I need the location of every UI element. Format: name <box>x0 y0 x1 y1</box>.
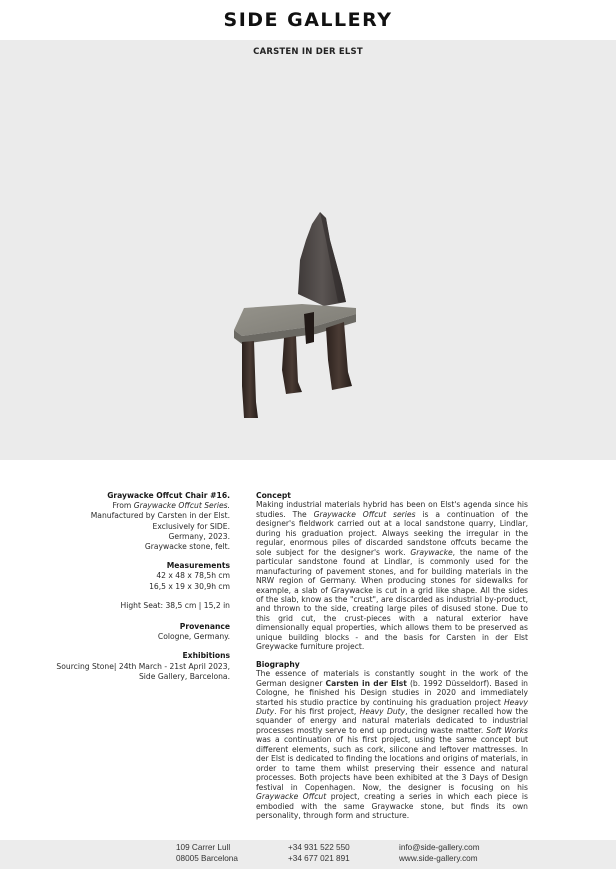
artwork-details <box>40 491 230 691</box>
measurements-inches: 16,5 x 19 x 30,9h cm <box>149 581 230 591</box>
footer-contact <box>399 843 480 864</box>
measurements-heading: Measurements <box>166 561 230 571</box>
footer <box>0 840 616 869</box>
text-content <box>256 491 528 828</box>
provenance-value: Cologne, Germany. <box>157 632 230 642</box>
biography-section: Biography The essence of materials is constantly sought in the work of the German designer Carsten in der Elst (b. 1992 Düsseldorf). Based in Cologne, he finished his Design studies in 2020 and immediately started his studio practice by continuing his graduation project Heavy Duty. For his first project, Heavy Duty, the designer recalled how the squander of energy and natural materials dedicated to industrial processes mostly serve to end up producing waste matter. Soft Works was a continuation of his first project, using the same concept but different elements, such as cork, silicone and leftover mattresses. In der Elst is dedicated to finding the locations and origins of materials, in order to tame them whilst preserving their essence and natural processes. Both projects have been exhibited at the 3 Days of Design festival in Copenhagen. Now, the designer is focusing on his Graywacke Offcut project, creating a series in which each piece is embodied with the same Graywacke stone, but finds its own personality, through form and structure. <box>256 659 529 820</box>
concept-heading: Concept <box>256 491 291 500</box>
gallery-logo: SIDE GALLERY <box>223 9 393 31</box>
provenance-heading: Provenance <box>179 622 230 632</box>
chair-photo <box>220 210 370 420</box>
email-link[interactable]: info@side-gallery.com <box>399 843 480 852</box>
artwork-title: Graywacke Offcut Chair #16. <box>107 491 230 500</box>
artwork-detail: Exclusively for SIDE. <box>152 521 230 531</box>
artwork-series: From Graywacke Offcut Series. <box>112 501 230 511</box>
phone-link[interactable]: +34 931 522 550 <box>288 843 350 852</box>
concept-section: Concept Making industrial materials hybrid has been on Elst's agenda since his studies. The Graywacke Offcut series is a continuation of the designer's fieldwork carried out at a local sandstone quarry, Lindlar, during his graduation project. Always seeking the irregular in the regular, enormous piles of discarded sandstone offcuts became the sole subject for the designer's work. Graywacke, the name of the particular sandstone found at Lindlar, is commonly used for the manufacturing of pavement stones, and for building materials in the NRW region of Germany. When producing stones for sidewalks for example, a slab of Graywacke is cut in a grid like shape. All the sides of the slab, know as the "crust", are discarded as industrial by-product, and thrown to the side, creating large piles of disused stone. Due to this grid cut, the crust-pieces with a natural exterior have dimensionally equal properties, which allows them to be preserved as unique building blocks - and the basis for Carsten in der Elst Greywacke furniture project. <box>256 491 528 652</box>
measurements-cm: 42 x 48 x 78,5h cm <box>156 571 230 581</box>
artwork-detail: Germany, 2023. <box>168 531 230 541</box>
exhibition-line: Side Gallery, Barcelona. <box>138 671 230 681</box>
seat-height: Hight Seat: 38,5 cm | 15,2 in <box>120 600 230 610</box>
artist-name: CARSTEN IN DER ELST <box>253 47 363 57</box>
website-link[interactable]: www.side-gallery.com <box>399 853 478 863</box>
footer-address: 109 Carrer Lull 08005 Barcelona <box>176 843 238 863</box>
phone-link[interactable]: +34 677 021 891 <box>288 853 350 863</box>
exhibitions-heading: Exhibitions <box>182 651 230 661</box>
hero-image-area <box>0 40 616 460</box>
exhibition-line: Sourcing Stone| 24th March - 21st April 2023, <box>56 661 230 671</box>
footer-phones <box>288 843 350 864</box>
artwork-detail: Manufactured by Carsten in der Elst. <box>90 511 230 521</box>
biography-heading: Biography <box>256 659 300 669</box>
artwork-detail: Graywacke stone, felt. <box>144 542 230 552</box>
